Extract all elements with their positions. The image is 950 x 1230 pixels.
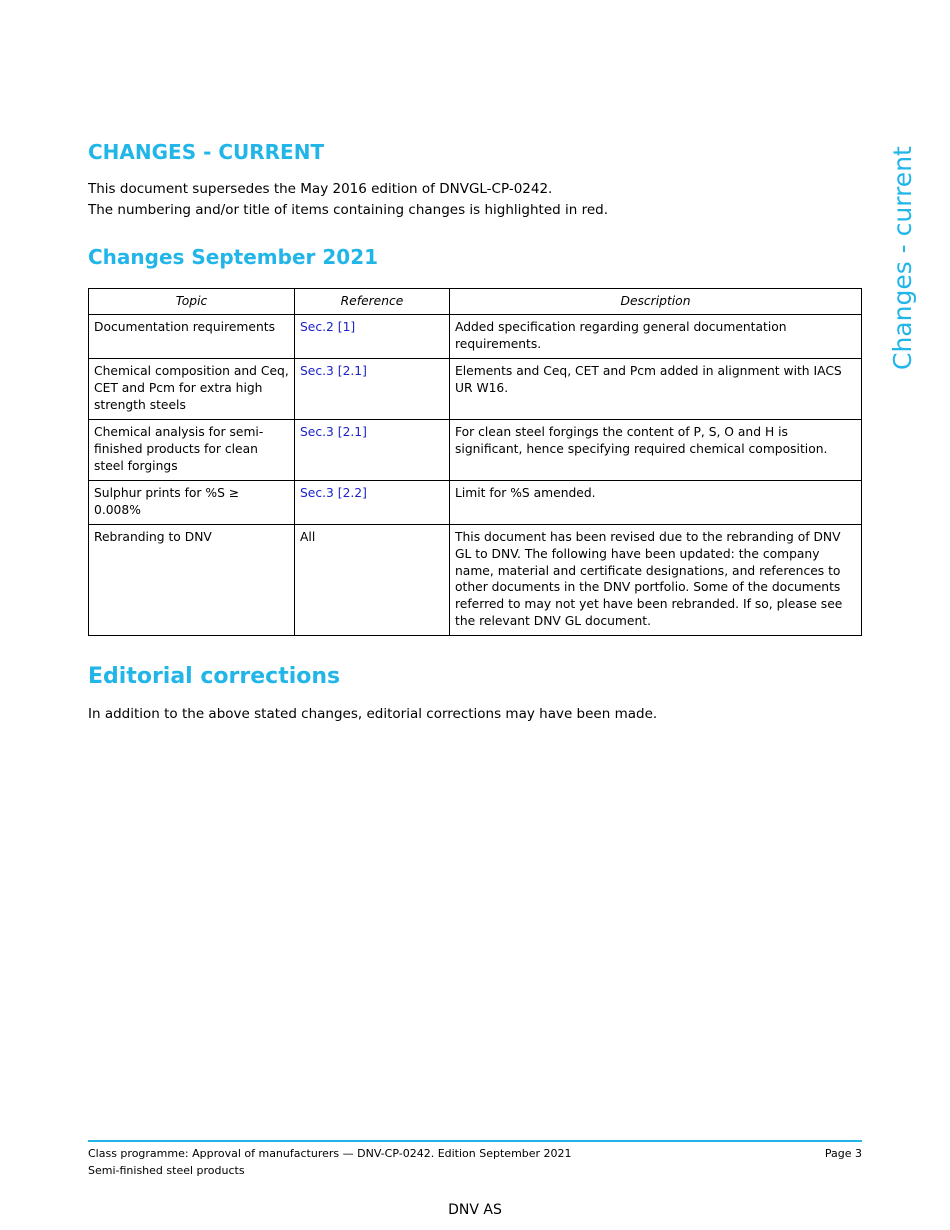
editorial-section-title: Editorial corrections — [88, 664, 341, 689]
header-description: Description — [450, 289, 862, 315]
row-reference — [295, 315, 450, 359]
table-row — [89, 525, 862, 636]
row-topic: Chemical composition and Ceq, CET and Pcm for extra high strength steels — [89, 359, 295, 420]
row-description: This document has been revised due to the rebranding of DNV GL to DNV. The following have been updated: the company name, material and certificate designations, and references to other documents in the DNV portfolio. Some of the documents referred to may not yet have been rebranded. If so, please see the relevant DNV GL document. — [450, 525, 862, 636]
reference-link[interactable]: Sec.2 [1] — [300, 320, 356, 334]
company-name: DNV AS — [448, 1202, 502, 1218]
row-topic: Rebranding to DNV — [89, 525, 295, 636]
footer-line-2: Semi-finished steel products — [88, 1164, 245, 1177]
table-row — [89, 359, 862, 420]
row-topic: Documentation requirements — [89, 315, 295, 359]
row-description: For clean steel forgings the content of P, S, O and H is significant, hence specifying required chemical composition. — [450, 420, 862, 481]
table-row — [89, 315, 862, 359]
row-reference — [295, 359, 450, 420]
editorial-text: In addition to the above stated changes, editorial corrections may have been made. — [88, 706, 658, 722]
intro-line-1: This document supersedes the May 2016 edition of DNVGL-CP-0242. — [88, 181, 553, 197]
row-description: Elements and Ceq, CET and Pcm added in alignment with IACS UR W16. — [450, 359, 862, 420]
row-reference — [295, 481, 450, 525]
row-reference — [295, 420, 450, 481]
footer-line-1: Class programme: Approval of manufacturers — DNV-CP-0242. Edition September 2021 — [88, 1147, 572, 1160]
reference-link[interactable]: Sec.3 [2.1] — [300, 425, 367, 439]
reference-link[interactable]: Sec.3 [2.2] — [300, 486, 367, 500]
footer-divider — [88, 1140, 862, 1142]
table-row — [89, 420, 862, 481]
changes-table — [88, 288, 862, 636]
side-section-tab: Changes - current — [888, 146, 917, 370]
row-topic: Sulphur prints for %S ≥ 0.008% — [89, 481, 295, 525]
intro-line-2: The numbering and/or title of items containing changes is highlighted in red. — [88, 202, 609, 218]
reference-link[interactable]: Sec.3 [2.1] — [300, 364, 367, 378]
page-number: Page 3 — [824, 1147, 862, 1160]
header-topic: Topic — [89, 289, 295, 315]
row-description: Added specification regarding general documentation requirements. — [450, 315, 862, 359]
table-header-row — [89, 289, 862, 315]
row-description: Limit for %S amended. — [450, 481, 862, 525]
intro-text — [88, 179, 608, 221]
footer-document-info — [88, 1145, 572, 1179]
table-row — [89, 481, 862, 525]
row-reference: All — [295, 525, 450, 636]
header-reference: Reference — [295, 289, 450, 315]
page-title: CHANGES - CURRENT — [88, 140, 325, 164]
changes-section-title: Changes September 2021 — [88, 245, 379, 269]
row-topic: Chemical analysis for semi-finished products for clean steel forgings — [89, 420, 295, 481]
